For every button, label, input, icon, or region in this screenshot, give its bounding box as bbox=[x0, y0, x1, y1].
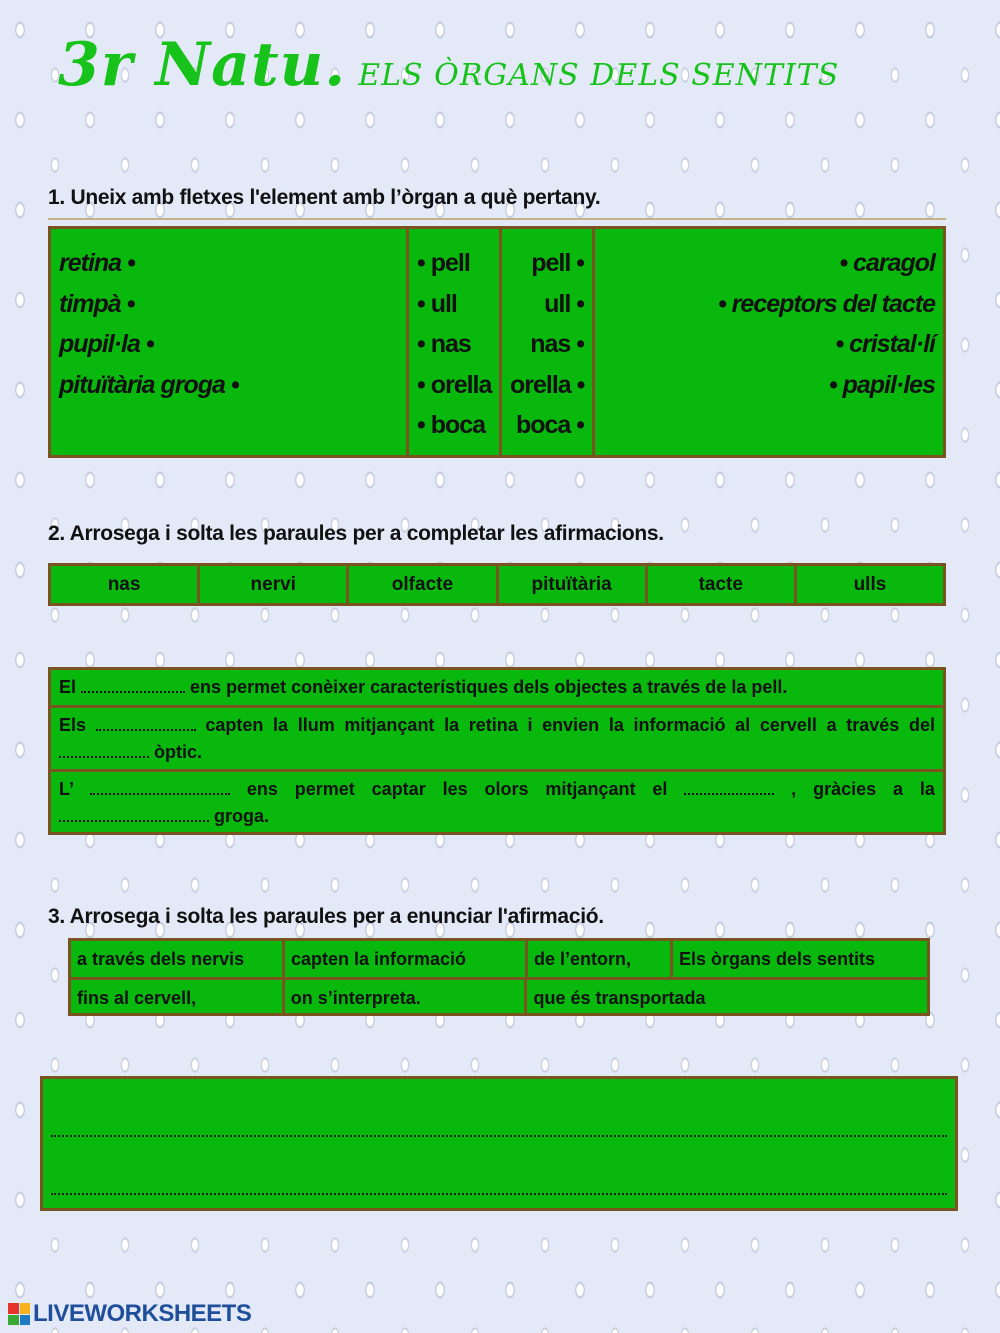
draggable-word[interactable]: olfacte bbox=[349, 566, 498, 603]
liveworksheets-logo-icon bbox=[8, 1303, 30, 1325]
word-bank bbox=[48, 563, 946, 606]
match-item-right[interactable]: • papil·les bbox=[828, 370, 935, 399]
page-title bbox=[58, 30, 958, 110]
footer-logo bbox=[8, 1298, 251, 1330]
organ-target[interactable]: boca • bbox=[515, 411, 584, 439]
draggable-phrase[interactable]: que és transportada bbox=[533, 988, 706, 1008]
organ-target[interactable]: orella • bbox=[510, 370, 585, 399]
organ-column-left bbox=[409, 229, 502, 455]
draggable-phrase[interactable]: Els òrgans dels sentits bbox=[679, 949, 876, 969]
organ-target[interactable]: • nas bbox=[417, 330, 471, 358]
drop-blank[interactable] bbox=[96, 715, 196, 731]
organ-target[interactable]: pell • bbox=[531, 249, 584, 277]
sentence-text: òptic. bbox=[154, 742, 203, 762]
drop-blank[interactable] bbox=[59, 742, 149, 758]
sentence-2 bbox=[51, 708, 943, 772]
draggable-phrase[interactable]: a través dels nervis bbox=[71, 941, 285, 977]
organ-target[interactable]: nas • bbox=[530, 330, 584, 358]
match-item-left[interactable]: pupil·la • bbox=[59, 330, 154, 358]
draggable-phrase[interactable]: fins al cervell, bbox=[71, 980, 285, 1016]
draggable-word[interactable]: nas bbox=[51, 566, 200, 603]
title-sub: ELS ÒRGANS DELS SENTITS bbox=[358, 58, 840, 93]
drop-blank[interactable] bbox=[59, 806, 209, 822]
match-item-right[interactable]: • receptors del tacte bbox=[717, 289, 935, 318]
organ-target[interactable]: ull • bbox=[544, 289, 584, 318]
sentence-3 bbox=[51, 772, 943, 834]
sentence-text: , gràcies a la bbox=[791, 779, 935, 799]
match-item-left[interactable]: timpà • bbox=[59, 289, 135, 318]
sentence-text: ens permet captar les olors mitjançant el bbox=[246, 779, 668, 799]
title-main: 3r Natu. bbox=[58, 30, 347, 100]
answer-box bbox=[40, 1076, 958, 1211]
divider bbox=[48, 218, 946, 220]
drop-blank[interactable] bbox=[81, 677, 185, 693]
organ-target[interactable]: • pell bbox=[417, 249, 470, 277]
draggable-phrase[interactable]: capten la informació bbox=[285, 941, 528, 977]
organ-target[interactable]: • boca bbox=[417, 411, 486, 439]
draggable-word[interactable]: pituïtària bbox=[499, 566, 648, 603]
draggable-word[interactable]: nervi bbox=[200, 566, 349, 603]
sentence-text: El bbox=[59, 677, 77, 697]
phrase-row bbox=[71, 941, 927, 980]
answer-line[interactable] bbox=[51, 1135, 947, 1137]
sentence-text: capten la llum mitjançant la retina i envien la informació al cervell a través del bbox=[205, 715, 935, 735]
brand-name: LIVEWORKSHEETS bbox=[33, 1300, 252, 1327]
drop-blank[interactable] bbox=[684, 779, 774, 795]
drop-blank[interactable] bbox=[90, 779, 230, 795]
phrase-row bbox=[71, 980, 927, 1016]
draggable-phrase[interactable]: de l’entorn, bbox=[528, 941, 673, 977]
answer-line[interactable] bbox=[51, 1193, 947, 1195]
sentences-box bbox=[48, 667, 946, 835]
draggable-word[interactable]: ulls bbox=[853, 574, 887, 595]
organ-target[interactable]: • ull bbox=[417, 289, 457, 318]
phrase-bank bbox=[68, 938, 930, 1016]
element-column-right bbox=[595, 229, 943, 455]
question-3-heading: 3. Arrosega i solta les paraules per a enunciar l'afirmació. bbox=[48, 905, 604, 928]
draggable-phrase[interactable]: on s’interpreta. bbox=[285, 980, 528, 1016]
match-item-left[interactable]: retina • bbox=[59, 249, 135, 277]
match-item-right[interactable]: • cristal·lí bbox=[835, 330, 935, 358]
organ-target[interactable]: • orella bbox=[417, 370, 492, 399]
match-item-left[interactable]: pituïtària groga • bbox=[59, 370, 239, 399]
sentence-text: Els bbox=[59, 715, 87, 735]
question-2-heading: 2. Arrosega i solta les paraules per a completar les afirmacions. bbox=[48, 522, 664, 545]
match-item-right[interactable]: • caragol bbox=[839, 249, 935, 277]
sentence-text: groga. bbox=[214, 806, 270, 826]
matching-exercise bbox=[48, 226, 946, 458]
question-1-heading: 1. Uneix amb fletxes l'element amb l’òrgan a què pertany. bbox=[48, 186, 601, 209]
draggable-word[interactable]: tacte bbox=[648, 566, 797, 603]
sentence-text: L’ bbox=[59, 779, 74, 799]
organ-column-right bbox=[502, 229, 595, 455]
element-column bbox=[51, 229, 409, 455]
sentence-1 bbox=[51, 670, 943, 708]
sentence-text: ens permet conèixer característiques dels objectes a través de la pell. bbox=[190, 677, 788, 697]
